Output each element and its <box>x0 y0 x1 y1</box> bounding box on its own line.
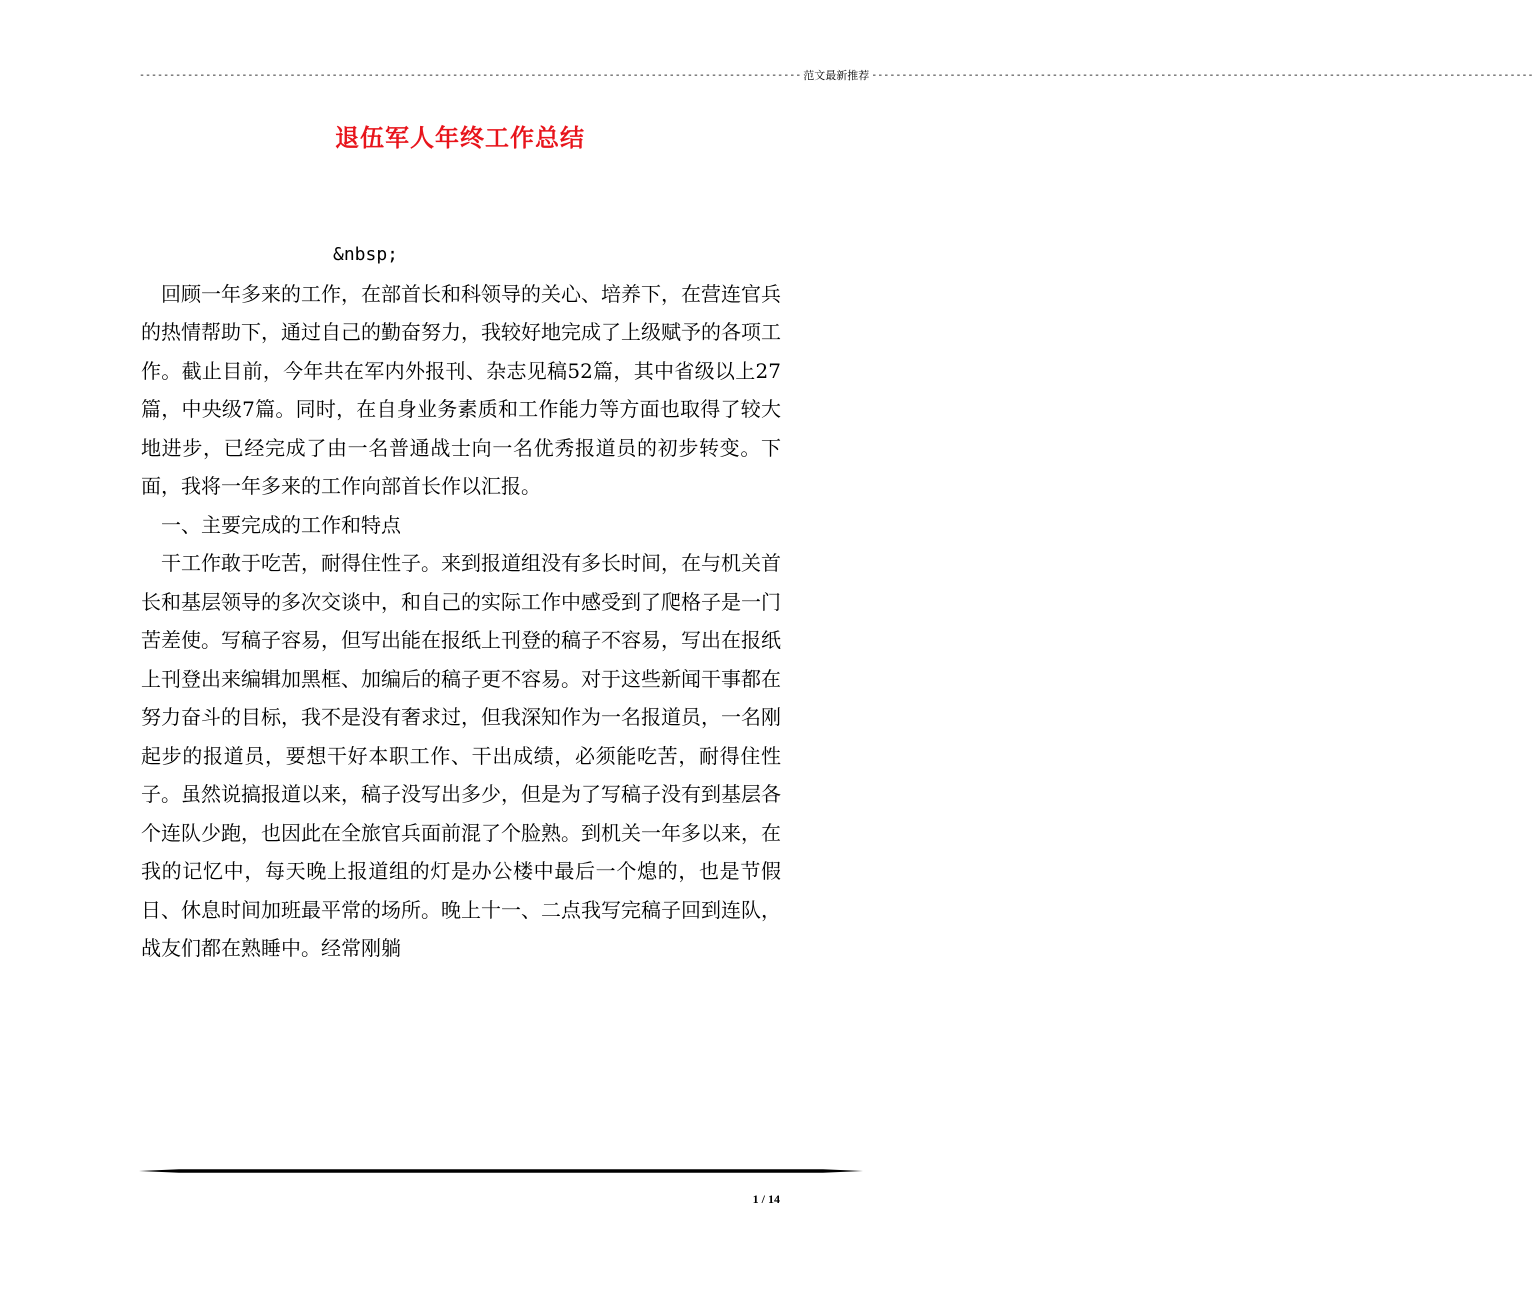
page-header <box>139 66 1534 84</box>
header-dash-right: -------------------------------------------------------------------------------------------------------------- <box>871 69 1534 81</box>
header-dash-left: -------------------------------------------------------------------------------------------------------------- <box>139 69 802 81</box>
section-heading: 一、主要完成的工作和特点 <box>161 512 401 537</box>
header-label: 范文最新推荐 <box>803 69 870 82</box>
document-body <box>141 236 781 968</box>
page-number: 1 / 14 <box>752 1192 780 1206</box>
paragraph-intro: 回顾一年多来的工作，在部首长和科领导的关心、培养下，在营连官兵的热情帮助下，通过自己的勤奋努力，我较好地完成了上级赋予的各项工作。截止目前，今年共在军内外报刊、杂志见稿52篇，其中省级以上27篇，中央级7篇。同时，在自身业务素质和工作能力等方面也取得了较大地进步，已经完成了由一名普通战士向一名优秀报道员的初步转变。下面，我将一年多来的工作向部首长作以汇报。 <box>141 281 781 498</box>
paragraph-work: 干工作敢于吃苦，耐得住性子。来到报道组没有多长时间，在与机关首长和基层领导的多次交谈中，和自己的实际工作中感受到了爬格子是一门苦差使。写稿子容易，但写出能在报纸上刊登的稿子不容易，写出在报纸上刊登出来编辑加黑框、加编后的稿子更不容易。对于这些新闻干事都在努力奋斗的目标，我不是没有奢求过，但我深知作为一名报道员，一名刚起步的报道员，要想干好本职工作、干出成绩，必须能吃苦，耐得住性子。虽然说搞报道以来，稿子没写出多少，但是为了写稿子没有到基层各个连队少跑，也因此在全旅官兵面前混了个脸熟。到机关一年多以来，在我的记忆中，每天晚上报道组的灯是办公楼中最后一个熄的，也是节假日、休息时间加班最平常的场所。晚上十一、二点我写完稿子回到连队，战友们都在熟睡中。经常刚躺 <box>141 551 781 960</box>
footer-divider <box>139 1168 863 1174</box>
document-title: 退伍军人年终工作总结 <box>335 123 585 152</box>
nbsp-line: &nbsp; <box>333 244 399 265</box>
